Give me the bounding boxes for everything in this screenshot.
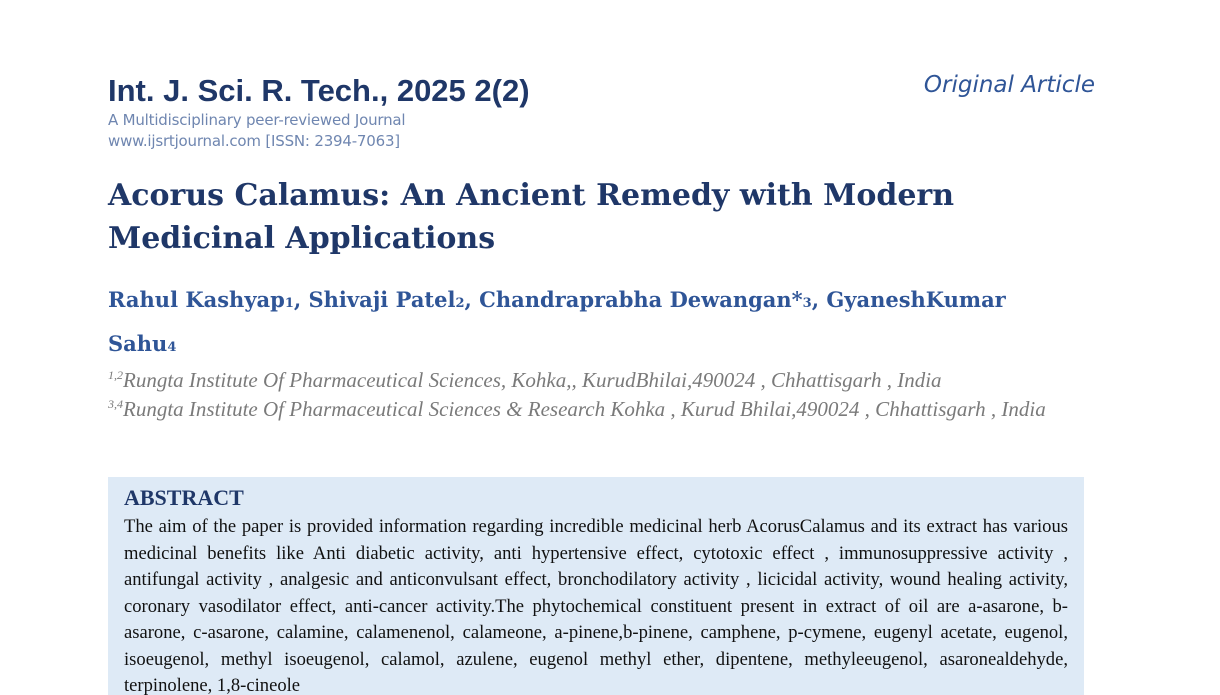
affiliation-text: Rungta Institute Of Pharmaceutical Sciences, Kohka,, KurudBhilai,490024 , Chhattisgarh , India	[123, 368, 942, 392]
author-affiliation-mark: 1	[284, 296, 294, 311]
journal-website-issn: www.ijsrtjournal.com [ISSN: 2394-7063]	[108, 132, 400, 150]
author-separator: ,	[293, 287, 309, 312]
author-affiliation-mark: 3	[802, 296, 812, 311]
affiliation-text: Rungta Institute Of Pharmaceutical Sciences & Research Kohka , Kurud Bhilai,490024 , Chhattisgarh , India	[123, 397, 1046, 421]
journal-title: Int. J. Sci. R. Tech., 2025 2(2)	[108, 73, 530, 108]
author-separator: ,	[464, 287, 480, 312]
author-name: Shivaji Patel	[308, 287, 456, 312]
abstract-heading: ABSTRACT	[124, 485, 244, 510]
author-name: GyaneshKumar Sahu	[108, 287, 1006, 356]
author-list	[108, 280, 1068, 368]
abstract-text: The aim of the paper is provided information regarding incredible medicinal herb AcorusCalamus and its extract has various medicinal benefits like Anti diabetic activity, anti hypertensive effect, cytotoxic effect , immunosuppressive activity , antifungal activity , analgesic and anticonvulsant effect, bronchodilatory activity , licicidal activity, wound healing activity, coronary vasodilator effect, anti-cancer activity.The phytochemical constituent present in extract of oil are a-asarone, b-asarone, c-asarone, calamine, calamenenol, calameone, a-pinene,b-pinene, camphene, p-cymene, eugenyl acetate, eugenol, isoeugenol, methyl isoeugenol, calamol, azulene, eugenol methyl ether, dipentene, methyleeugenol, asaronealdehyde, terpinolene, 1,8-cineole	[124, 516, 1068, 695]
journal-subtitle: A Multidisciplinary peer-reviewed Journal	[108, 111, 406, 129]
affiliation	[108, 395, 1068, 424]
author-affiliation-mark: 2	[455, 296, 465, 311]
author-affiliation-mark: 4	[167, 340, 177, 355]
author-name: Chandraprabha Dewangan*	[479, 287, 803, 312]
affiliation-mark: 3,4	[108, 397, 123, 411]
paper-title: Acorus Calamus: An Ancient Remedy with Modern Medicinal Applications	[108, 178, 955, 256]
author-separator: ,	[811, 287, 827, 312]
author-name: Rahul Kashyap	[108, 287, 285, 312]
affiliation	[108, 366, 1068, 395]
affiliation-mark: 1,2	[108, 368, 123, 382]
abstract-section	[108, 477, 1084, 695]
article-type-label: Original Article	[923, 72, 1095, 98]
